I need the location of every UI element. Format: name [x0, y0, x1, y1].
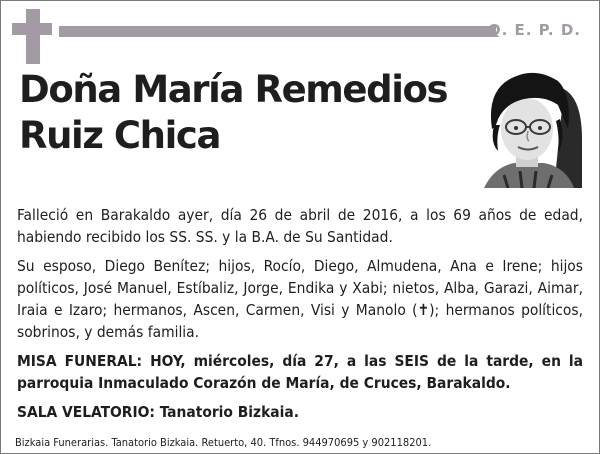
deceased-name [19, 67, 469, 159]
name-line-2: Ruiz Chica [19, 114, 221, 157]
qepd-badge: Q. E. P. D. [487, 21, 581, 39]
death-paragraph: Falleció en Barakaldo ayer, día 26 de abril de 2016, a los 69 años de edad, habiendo recibido los SS. SS. y la B.A. de Su Santidad. [17, 206, 583, 246]
wake-paragraph: SALA VELATORIO: Tanatorio Bizkaia. [17, 403, 299, 421]
cross-icon-bar [12, 23, 52, 35]
portrait-photo [474, 59, 582, 188]
funeral-paragraph: MISA FUNERAL: HOY, miércoles, día 27, a las SEIS de la tarde, en la parroquia Inmaculado Corazón de María, de Cruces, Barakaldo. [17, 352, 583, 392]
cross-icon [26, 9, 40, 64]
notice-body [17, 204, 583, 430]
family-paragraph: Su esposo, Diego Benítez; hijos, Rocío, Diego, Almudena, Ana e Irene; hijos políticos, José Manuel, Estíbaliz, Jorge, Endika y Xabi; nietos, Alba, Garazi, Aimar, Iraia e Izaro; hermanos, Ascen, Carmen, Visi y Manolo (✝); hermanos políticos, sobrinos, y demás familia. [17, 257, 583, 341]
header-rule [59, 26, 496, 37]
funeral-home-footer: Bizkaia Funerarias. Tanatorio Bizkaia. Retuerto, 40. Tfnos. 944970695 y 902118201. [15, 436, 432, 449]
name-line-1: Doña María Remedios [19, 68, 448, 111]
portrait-photo-icon [474, 59, 582, 188]
